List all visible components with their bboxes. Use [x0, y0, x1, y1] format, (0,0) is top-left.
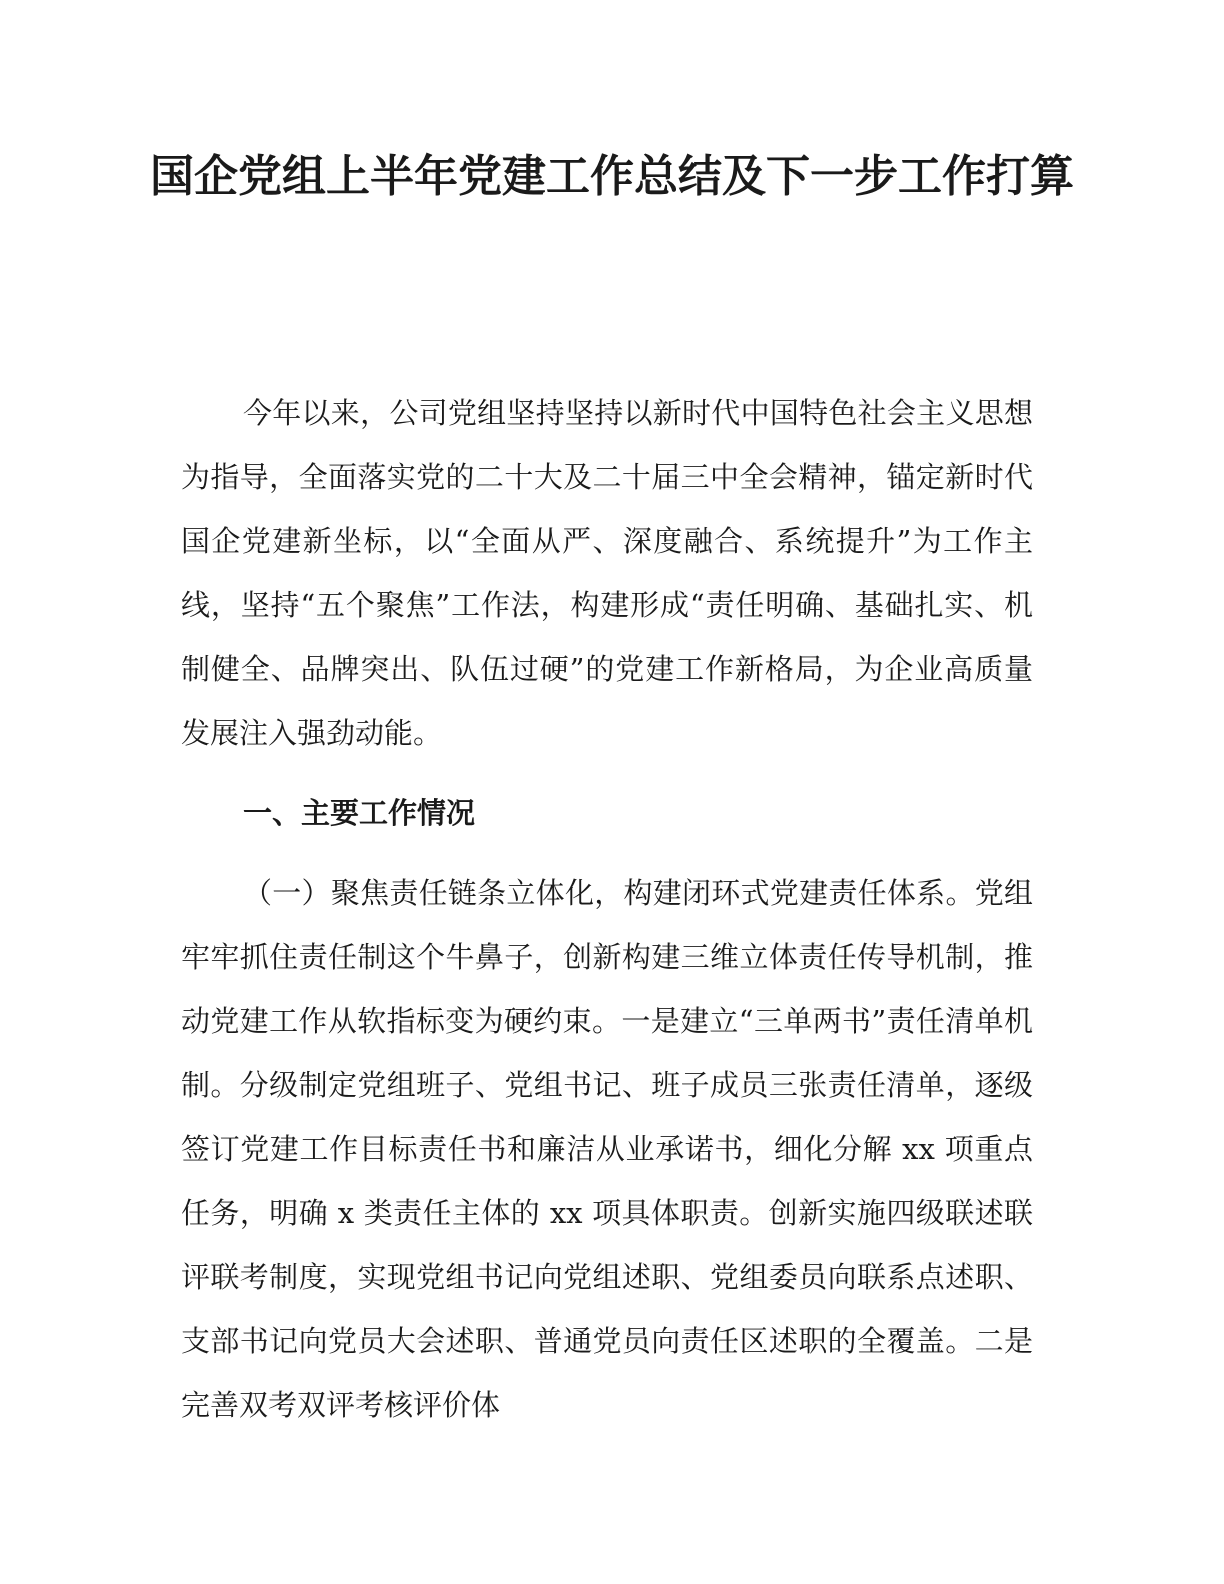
section-heading: 一、主要工作情况 — [243, 796, 476, 830]
section-paragraph: （一）聚焦责任链条立体化，构建闭环式党建责任体系。党组牢牢抓住责任制这个牛鼻子，创新构建三维立体责任传导机制，推动党建工作从软指标变为硬约束。一是建立“三单两书”责任清单机制。分级制定党组班子、党组书记、班子成员三张责任清单，逐级签订党建工作目标责任书和廉洁从业承诺书，细化分解 xx 项重点任务，明确 x 类责任主体的 xx 项具体职责。创新实施四级联述联评联考制度，实现党组书记向党组述职、党组委员向联系点述职、支部书记向党员大会述职、普通党员向责任区述职的全覆盖。二是完善双考双评考核评价体 — [181, 876, 1033, 1422]
intro-paragraph: 今年以来，公司党组坚持坚持以新时代中国特色社会主义思想为指导，全面落实党的二十大及二十届三中全会精神，锚定新时代国企党建新坐标，以“全面从严、深度融合、系统提升”为工作主线，坚持“五个聚焦”工作法，构建形成“责任明确、基础扎实、机制健全、品牌突出、队伍过硬”的党建工作新格局，为企业高质量发展注入强劲动能。 — [181, 396, 1033, 750]
document-title: 国企党组上半年党建工作总结及下一步工作打算 — [150, 151, 1074, 202]
